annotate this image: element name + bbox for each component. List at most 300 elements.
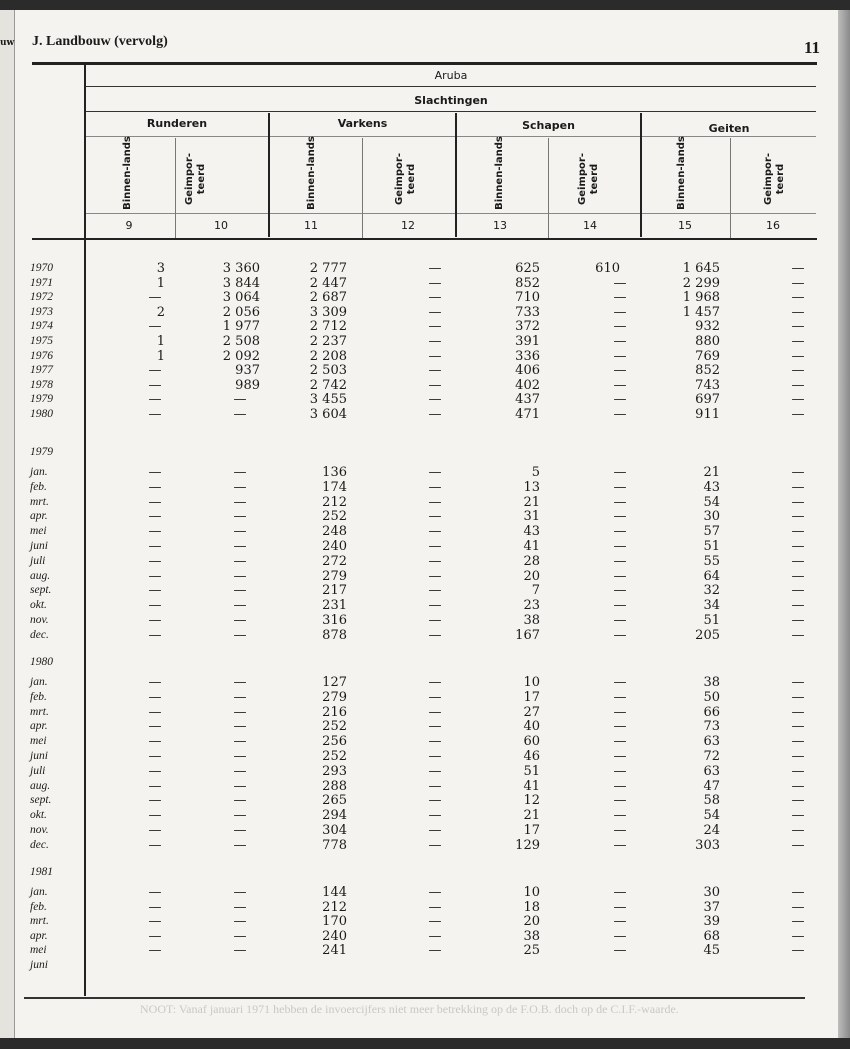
col-header: Geimpor-teerd xyxy=(184,153,207,205)
table-cell: 40 xyxy=(523,719,540,735)
bottom-rule xyxy=(24,997,805,999)
table-cell: — xyxy=(148,689,162,705)
table-cell: 252 xyxy=(322,749,347,764)
table-cell: 170 xyxy=(322,914,347,930)
table-cell: — xyxy=(613,763,627,779)
table-cell: — xyxy=(428,793,442,809)
table-cell: 3 844 xyxy=(222,275,260,291)
table-cell: — xyxy=(233,823,247,838)
table-cell: 240 xyxy=(322,539,347,554)
table-cell: 932 xyxy=(695,319,720,335)
table-cell: — xyxy=(428,704,442,720)
row-label: jan. xyxy=(30,466,48,478)
table-cell: — xyxy=(233,479,247,495)
table-cell: — xyxy=(791,943,805,959)
table-cell: — xyxy=(233,583,247,599)
row-label: okt. xyxy=(30,809,47,822)
table-cell: — xyxy=(233,943,247,959)
table-cell: — xyxy=(791,704,805,720)
table-cell: 937 xyxy=(235,363,260,379)
table-cell: 7 xyxy=(531,583,540,599)
table-cell: — xyxy=(613,583,627,599)
table-cell: 24 xyxy=(703,823,720,838)
table-cell: 27 xyxy=(523,704,540,720)
table-cell: 2 508 xyxy=(222,334,260,349)
table-cell: — xyxy=(428,598,442,614)
table-cell: — xyxy=(613,734,627,750)
table-cell: — xyxy=(613,509,627,525)
table-cell: 60 xyxy=(523,734,540,750)
page-number: 11 xyxy=(803,38,820,57)
table-cell: — xyxy=(791,392,805,408)
table-cell: — xyxy=(428,675,442,690)
table-cell: — xyxy=(428,392,442,408)
adjacent-page-edge xyxy=(0,10,15,1038)
table-cell: 38 xyxy=(523,613,540,628)
table-cell: — xyxy=(613,392,627,408)
col-number: 12 xyxy=(401,219,415,232)
row-label: apr. xyxy=(30,929,48,942)
table-cell: — xyxy=(428,290,442,306)
table-cell: — xyxy=(233,689,247,705)
table-cell: 733 xyxy=(515,304,540,320)
table-cell: — xyxy=(148,943,162,959)
table-cell: 3 455 xyxy=(309,392,347,408)
table-cell: 3 360 xyxy=(222,261,260,276)
header-bottom-rule xyxy=(32,238,817,240)
table-cell: 3 064 xyxy=(222,290,260,306)
table-cell: — xyxy=(233,598,247,614)
table-cell: — xyxy=(428,363,442,379)
table-cell: 20 xyxy=(523,914,540,930)
table-cell: — xyxy=(791,290,805,306)
table-cell: — xyxy=(791,598,805,614)
table-cell: — xyxy=(233,407,247,422)
table-cell: 625 xyxy=(515,261,540,276)
table-cell: 989 xyxy=(235,377,260,393)
table-cell: 1 xyxy=(156,334,165,349)
group-header-geiten: Geiten xyxy=(708,122,750,135)
table-cell: — xyxy=(428,808,442,824)
table-cell: 231 xyxy=(322,598,347,614)
table-cell: — xyxy=(428,763,442,779)
table-cell: 402 xyxy=(515,377,540,393)
row-label: nov. xyxy=(30,614,49,626)
table-cell: 17 xyxy=(523,689,540,705)
table-cell: 1 xyxy=(156,348,165,364)
table-cell: 129 xyxy=(515,837,540,853)
table-cell: 2 712 xyxy=(309,319,347,335)
row-label: 1972 xyxy=(30,291,53,304)
table-cell: 144 xyxy=(322,885,347,900)
table-cell: — xyxy=(791,509,805,525)
table-cell: — xyxy=(791,583,805,599)
table-cell: — xyxy=(613,377,627,393)
table-cell: 47 xyxy=(703,778,720,794)
table-cell: — xyxy=(791,763,805,779)
table-cell: 20 xyxy=(523,568,540,584)
table-cell: 336 xyxy=(515,348,540,364)
table-cell: — xyxy=(791,334,805,349)
table-cell: — xyxy=(233,899,247,915)
table-cell: — xyxy=(233,928,247,944)
col-divider xyxy=(175,138,176,238)
table-cell: — xyxy=(791,261,805,276)
table-cell: — xyxy=(428,837,442,853)
col-divider xyxy=(362,138,363,238)
table-cell: 30 xyxy=(703,509,720,525)
table-cell: 288 xyxy=(322,778,347,794)
section-title: J. Landbouw (vervolg) xyxy=(32,34,168,49)
table-cell: — xyxy=(791,793,805,809)
footnote-bleedthrough: NOOT: Vanaf januari 1971 hebben de invoercijfers niet meer betrekking op de F.O.B. doch op de C.I.F.-waarde. xyxy=(140,1002,679,1016)
table-cell: — xyxy=(613,823,627,838)
table-cell: — xyxy=(148,914,162,930)
table-cell: 37 xyxy=(703,899,720,915)
table-cell: 127 xyxy=(322,675,347,690)
table-cell: — xyxy=(613,704,627,720)
table-cell: 1 xyxy=(156,275,165,291)
table-cell: 32 xyxy=(703,583,720,599)
col-header: Binnen-lands xyxy=(306,136,317,210)
table-cell: 2 237 xyxy=(309,334,347,349)
table-cell: — xyxy=(428,943,442,959)
row-label: mei xyxy=(30,944,47,957)
table-cell: 34 xyxy=(703,598,720,614)
table-cell: — xyxy=(428,524,442,540)
table-cell: — xyxy=(613,494,627,510)
table-cell: — xyxy=(613,613,627,628)
table-cell: 167 xyxy=(515,627,540,643)
table-cell: — xyxy=(428,899,442,915)
table-cell: — xyxy=(791,348,805,364)
table-cell: — xyxy=(428,334,442,349)
table-cell: 63 xyxy=(703,763,720,779)
table-cell: 2 208 xyxy=(309,348,347,364)
table-cell: — xyxy=(791,407,805,422)
col-number: 16 xyxy=(766,219,780,232)
table-cell: — xyxy=(428,778,442,794)
row-label: nov. xyxy=(30,824,49,836)
table-cell: 51 xyxy=(703,613,720,628)
table-cell: 1 977 xyxy=(222,319,260,335)
table-cell: 10 xyxy=(523,885,540,900)
table-cell: — xyxy=(148,363,162,379)
region-header: Aruba xyxy=(434,69,468,82)
group-header-schapen: Schapen xyxy=(522,119,575,132)
table-cell: 21 xyxy=(703,465,720,480)
table-cell: — xyxy=(791,568,805,584)
table-cell: 406 xyxy=(515,363,540,379)
table-cell: 2 503 xyxy=(309,363,347,379)
table-cell: — xyxy=(233,808,247,824)
table-cell: — xyxy=(791,689,805,705)
table-cell: — xyxy=(791,719,805,735)
table-cell: 248 xyxy=(322,524,347,540)
table-cell: 880 xyxy=(695,334,720,349)
row-label: jan. xyxy=(30,676,48,688)
table-cell: — xyxy=(791,377,805,393)
table-cell: 12 xyxy=(523,793,540,809)
table-cell: — xyxy=(428,377,442,393)
table-cell: — xyxy=(791,613,805,628)
table-cell: 293 xyxy=(322,763,347,779)
col-divider xyxy=(730,138,731,238)
row-label: juni xyxy=(30,750,48,762)
table-cell: — xyxy=(148,627,162,643)
table-cell: — xyxy=(233,734,247,750)
table-cell: 2 299 xyxy=(682,275,720,291)
table-cell: — xyxy=(233,837,247,853)
table-cell: 256 xyxy=(322,734,347,750)
table-cell: 610 xyxy=(595,261,620,276)
table-cell: 710 xyxy=(515,290,540,306)
table-cell: 13 xyxy=(523,479,540,495)
table-cell: — xyxy=(791,675,805,690)
row-label: sept. xyxy=(30,794,52,807)
table-cell: — xyxy=(233,704,247,720)
table-cell: — xyxy=(148,704,162,720)
top-rule xyxy=(32,62,817,65)
table-cell: — xyxy=(428,509,442,525)
table-cell: — xyxy=(613,479,627,495)
table-cell: — xyxy=(428,465,442,480)
table-cell: 1 645 xyxy=(682,261,720,276)
table-cell: — xyxy=(428,479,442,495)
row-label: aug. xyxy=(30,779,51,792)
table-cell: — xyxy=(428,627,442,643)
table-cell: — xyxy=(791,899,805,915)
table-cell: 43 xyxy=(523,524,540,540)
table-cell: 63 xyxy=(703,734,720,750)
header-line xyxy=(86,111,816,112)
table-cell: 252 xyxy=(322,509,347,525)
row-label: mei xyxy=(30,735,47,748)
table-cell: — xyxy=(148,509,162,525)
header-line xyxy=(86,136,816,137)
table-cell: — xyxy=(791,627,805,643)
table-cell: 2 742 xyxy=(309,377,347,393)
table-cell: — xyxy=(791,778,805,794)
table-cell: — xyxy=(428,734,442,750)
table-cell: 46 xyxy=(523,749,540,764)
table-cell: — xyxy=(148,899,162,915)
table-cell: 64 xyxy=(703,568,720,584)
table-cell: 2 092 xyxy=(222,348,260,364)
table-cell: — xyxy=(613,568,627,584)
table-cell: 212 xyxy=(322,899,347,915)
table-cell: 51 xyxy=(523,763,540,779)
table-cell: 372 xyxy=(515,319,540,335)
table-cell: — xyxy=(148,598,162,614)
table-cell: — xyxy=(233,392,247,408)
book-spine-edge xyxy=(838,10,850,1038)
row-label: feb. xyxy=(30,480,47,493)
table-cell: — xyxy=(428,928,442,944)
table-cell: — xyxy=(428,719,442,735)
table-cell: 51 xyxy=(703,539,720,554)
table-cell: — xyxy=(613,465,627,480)
table-cell: — xyxy=(791,914,805,930)
table-cell: 697 xyxy=(695,392,720,408)
col-divider xyxy=(548,138,549,238)
table-cell: — xyxy=(428,689,442,705)
row-label: 1978 xyxy=(30,378,53,391)
table-cell: — xyxy=(613,524,627,540)
table-cell: — xyxy=(428,583,442,599)
table-cell: 1 457 xyxy=(682,304,720,320)
row-label: 1976 xyxy=(30,349,53,362)
table-cell: 217 xyxy=(322,583,347,599)
row-label: 1970 xyxy=(30,262,53,274)
table-cell: 294 xyxy=(322,808,347,824)
table-cell: — xyxy=(613,689,627,705)
table-cell: 252 xyxy=(322,719,347,735)
table-cell: 391 xyxy=(515,334,540,349)
table-cell: — xyxy=(428,494,442,510)
table-cell: 316 xyxy=(322,613,347,628)
table-cell: 57 xyxy=(703,524,720,540)
table-cell: — xyxy=(148,494,162,510)
table-cell: — xyxy=(148,553,162,569)
table-cell: 58 xyxy=(703,793,720,809)
table-cell: — xyxy=(428,749,442,764)
table-cell: — xyxy=(428,613,442,628)
col-header: Binnen-lands xyxy=(494,136,505,210)
table-cell: 743 xyxy=(695,377,720,393)
table-cell: — xyxy=(613,943,627,959)
col-header: Binnen-lands xyxy=(676,136,687,210)
col-header: Geimpor-teerd xyxy=(394,153,417,205)
row-label: mrt. xyxy=(30,705,49,718)
table-cell: 769 xyxy=(695,348,720,364)
header-line xyxy=(86,86,816,87)
table-cell: — xyxy=(233,494,247,510)
table-cell: — xyxy=(791,479,805,495)
table-cell: 304 xyxy=(322,823,347,838)
row-label: apr. xyxy=(30,720,48,733)
table-cell: — xyxy=(613,885,627,900)
table-cell: — xyxy=(613,290,627,306)
group-header-runderen: Runderen xyxy=(146,117,208,130)
col-number: 15 xyxy=(678,219,692,232)
table-cell: 18 xyxy=(523,899,540,915)
table-cell: — xyxy=(148,749,162,764)
table-cell: — xyxy=(233,465,247,480)
table-cell: 38 xyxy=(703,675,720,690)
section-heading: 1979 xyxy=(30,446,53,458)
table-cell: — xyxy=(613,275,627,291)
table-cell: — xyxy=(233,627,247,643)
table-cell: — xyxy=(428,553,442,569)
table-cell: — xyxy=(791,553,805,569)
col-number: 14 xyxy=(583,219,597,232)
row-label: mrt. xyxy=(30,495,49,508)
row-label: dec. xyxy=(30,838,49,851)
table-cell: 272 xyxy=(322,553,347,569)
table-cell: 45 xyxy=(703,943,720,959)
table-cell: 55 xyxy=(703,553,720,569)
table-cell: — xyxy=(148,928,162,944)
table-cell: 30 xyxy=(703,885,720,900)
table-cell: 66 xyxy=(703,704,720,720)
table-cell: 21 xyxy=(523,494,540,510)
col-header: Geimpor-teerd xyxy=(763,153,786,205)
table-cell: — xyxy=(791,928,805,944)
table-cell: — xyxy=(428,275,442,291)
table-cell: 5 xyxy=(531,465,540,480)
col-number: 9 xyxy=(125,219,133,232)
table-cell: — xyxy=(428,823,442,838)
table-cell: — xyxy=(428,261,442,276)
table-cell: 10 xyxy=(523,675,540,690)
table-cell: — xyxy=(148,290,162,306)
category-header: Slachtingen xyxy=(414,94,488,107)
table-cell: — xyxy=(428,539,442,554)
table-cell: 778 xyxy=(322,837,347,853)
col-number: 13 xyxy=(493,219,507,232)
table-cell: 205 xyxy=(695,627,720,643)
table-cell: 1 968 xyxy=(682,290,720,306)
table-cell: — xyxy=(613,749,627,764)
table-cell: 2 xyxy=(156,304,165,320)
table-cell: — xyxy=(148,823,162,838)
table-cell: — xyxy=(233,749,247,764)
table-cell: — xyxy=(613,793,627,809)
group-header-varkens: Varkens xyxy=(337,117,388,130)
table-cell: — xyxy=(148,719,162,735)
table-cell: 279 xyxy=(322,568,347,584)
table-cell: 240 xyxy=(322,928,347,944)
table-cell: — xyxy=(148,675,162,690)
row-label: juli xyxy=(30,764,46,777)
col-number: 10 xyxy=(214,219,228,232)
table-cell: 54 xyxy=(703,808,720,824)
table-cell: — xyxy=(791,304,805,320)
table-cell: — xyxy=(428,304,442,320)
table-cell: — xyxy=(148,539,162,554)
table-cell: 852 xyxy=(695,363,720,379)
table-cell: 41 xyxy=(523,539,540,554)
table-cell: — xyxy=(791,808,805,824)
table-cell: — xyxy=(791,823,805,838)
row-label: sept. xyxy=(30,584,52,597)
table-cell: — xyxy=(613,778,627,794)
table-cell: — xyxy=(613,348,627,364)
row-label: dec. xyxy=(30,628,49,641)
row-label: feb. xyxy=(30,900,47,913)
table-cell: — xyxy=(148,885,162,900)
table-cell: 2 687 xyxy=(309,290,347,306)
table-cell: — xyxy=(428,568,442,584)
table-cell: 28 xyxy=(523,553,540,569)
table-cell: — xyxy=(613,928,627,944)
row-label: mrt. xyxy=(30,915,49,928)
table-cell: — xyxy=(233,914,247,930)
table-cell: 31 xyxy=(523,509,540,525)
table-cell: — xyxy=(791,524,805,540)
table-cell: — xyxy=(613,334,627,349)
table-cell: — xyxy=(233,778,247,794)
table-cell: — xyxy=(148,613,162,628)
row-label: 1980 xyxy=(30,408,53,420)
table-cell: 17 xyxy=(523,823,540,838)
table-cell: 38 xyxy=(523,928,540,944)
table-cell: — xyxy=(613,627,627,643)
row-label: juli xyxy=(30,554,46,567)
table-cell: 3 604 xyxy=(309,407,347,422)
table-cell: 41 xyxy=(523,778,540,794)
